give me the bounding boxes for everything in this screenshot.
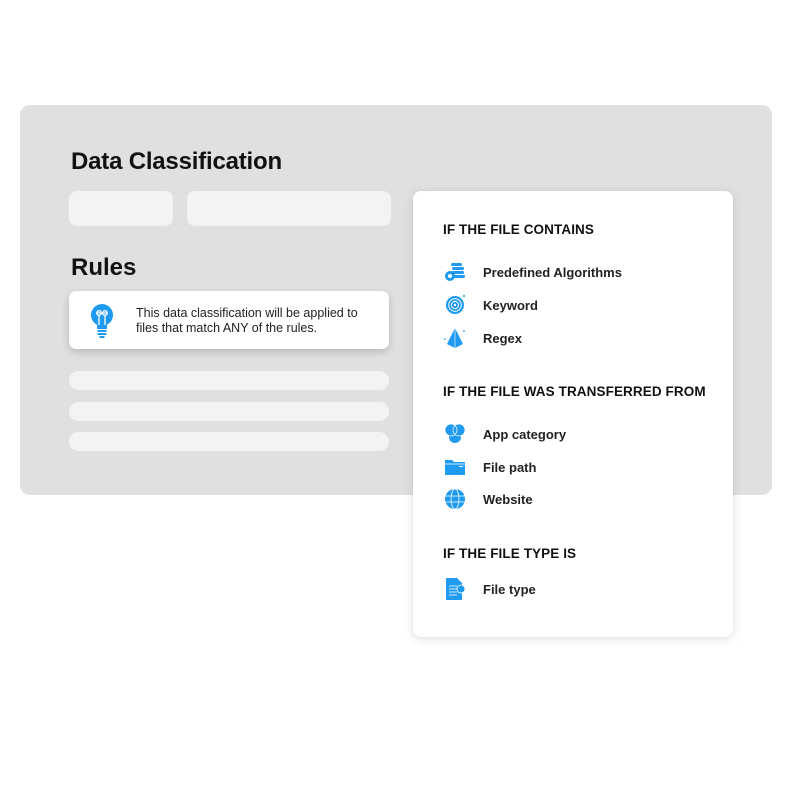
section-heading-file-contains: IF THE FILE CONTAINS xyxy=(443,222,594,237)
target-icon xyxy=(443,294,467,316)
rules-info-text: This data classification will be applied to files that match ANY of the rules. xyxy=(136,306,358,335)
menu-item-label: App category xyxy=(483,426,567,442)
placeholder-field-1[interactable] xyxy=(69,191,173,226)
venn-circles-icon xyxy=(443,423,467,445)
placeholder-field-2[interactable] xyxy=(187,191,391,226)
section-heading-transferred-from: IF THE FILE WAS TRANSFERRED FROM xyxy=(443,384,706,399)
menu-item-app-category[interactable] xyxy=(443,423,566,445)
menu-item-file-path[interactable] xyxy=(443,456,536,478)
section-heading-file-type: IF THE FILE TYPE IS xyxy=(443,546,577,561)
document-icon xyxy=(443,578,467,600)
globe-icon xyxy=(443,488,467,510)
rules-heading: Rules xyxy=(71,254,137,281)
menu-item-label: Regex xyxy=(483,330,523,346)
rule-type-menu xyxy=(413,191,733,637)
menu-item-file-type[interactable] xyxy=(443,578,536,600)
menu-item-keyword[interactable] xyxy=(443,294,538,316)
menu-item-label: Keyword xyxy=(483,297,538,313)
pyramid-icon xyxy=(443,327,467,349)
menu-item-label: File type xyxy=(483,581,536,597)
lightbulb-icon xyxy=(89,303,115,339)
menu-item-label: Website xyxy=(483,491,533,507)
rules-info-card xyxy=(69,291,389,349)
menu-item-label: File path xyxy=(483,459,537,475)
menu-item-predefined-algorithms[interactable] xyxy=(443,261,622,283)
menu-item-regex[interactable] xyxy=(443,327,522,349)
coins-stack-icon xyxy=(443,261,467,283)
folder-icon xyxy=(443,456,467,478)
rule-placeholder-row-3[interactable] xyxy=(69,432,389,451)
rule-placeholder-row-1[interactable] xyxy=(69,371,389,390)
menu-item-label: Predefined Algorithms xyxy=(483,264,622,280)
rule-placeholder-row-2[interactable] xyxy=(69,402,389,421)
page-title: Data Classification xyxy=(71,148,282,175)
menu-item-website[interactable] xyxy=(443,488,533,510)
